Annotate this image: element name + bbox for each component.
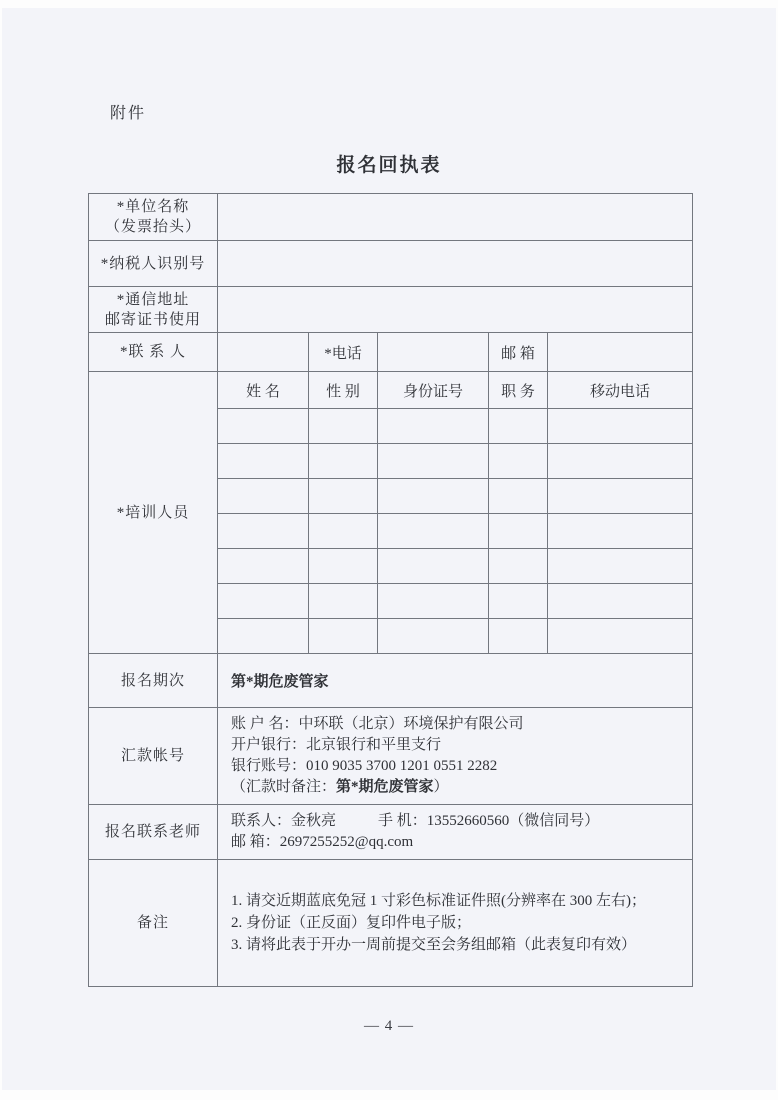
- remittance-account-number: 银行账号：010 9035 3700 1201 0551 2282: [231, 758, 498, 774]
- trainees-header-name: 姓 名: [218, 372, 309, 409]
- remittance-details: [218, 708, 693, 805]
- session-label: 报名期次: [89, 654, 218, 708]
- session-value: 第*期危废管家: [218, 654, 693, 708]
- remittance-bank: 开户银行：北京银行和平里支行: [231, 737, 442, 753]
- contact-phone-input-area: [378, 333, 489, 372]
- contact-label: *联 系 人: [89, 333, 218, 372]
- registration-contact-label: 报名联系老师: [89, 805, 218, 860]
- unit-name-label: *单位名称 （发票抬头）: [89, 194, 218, 241]
- contact-phone-label: *电话: [309, 333, 378, 372]
- trainees-header-id-number: 身份证号: [378, 372, 489, 409]
- trainees-header-row: [89, 372, 693, 409]
- remarks-item-1: 1. 请交近期蓝底免冠 1 寸彩色标准证件照(分辨率在 300 左右)；: [231, 893, 646, 909]
- contact-name-input-area: [218, 333, 309, 372]
- registration-form-table: [88, 193, 693, 987]
- page-number: — 4 —: [364, 1018, 414, 1034]
- attachment-label: 附件: [110, 105, 147, 122]
- contact-row: [89, 333, 693, 372]
- trainees-header-mobile: 移动电话: [548, 372, 693, 409]
- registration-contact-details: [218, 805, 693, 860]
- registration-contact-row: [89, 805, 693, 860]
- remittance-note: （汇款时备注：第*期危废管家）: [231, 779, 449, 795]
- address-label: *通信地址 邮寄证书使用: [89, 287, 218, 333]
- remarks-details: [218, 860, 693, 987]
- unit-name-row: [89, 194, 693, 241]
- registration-contact-line1: 联系人：金秋亮 手 机：13552660560（微信同号）: [231, 813, 600, 829]
- remarks-item-3: 3. 请将此表于开办一周前提交至会务组邮箱（此表复印有效）: [231, 937, 637, 953]
- taxpayer-id-input-area: [218, 241, 693, 287]
- taxpayer-id-label: *纳税人识别号: [89, 241, 218, 287]
- taxpayer-id-row: [89, 241, 693, 287]
- remittance-label: 汇款帐号: [89, 708, 218, 805]
- contact-email-input-area: [548, 333, 693, 372]
- address-row: [89, 287, 693, 333]
- trainees-header-gender: 性 别: [309, 372, 378, 409]
- contact-email-label: 邮 箱: [489, 333, 548, 372]
- remittance-row: [89, 708, 693, 805]
- page-title: 报名回执表: [336, 155, 442, 176]
- remarks-label: 备注: [89, 860, 218, 987]
- trainees-label: *培训人员: [89, 372, 218, 654]
- remittance-account-name: 账 户 名：中环联（北京）环境保护有限公司: [231, 716, 524, 732]
- remarks-item-2: 2. 身份证（正反面）复印件电子版；: [231, 915, 472, 931]
- registration-contact-email: 邮 箱：2697255252@qq.com: [231, 834, 414, 850]
- address-input-area: [218, 287, 693, 333]
- remarks-row: [89, 860, 693, 987]
- trainees-header-position: 职 务: [489, 372, 548, 409]
- session-row: [89, 654, 693, 708]
- unit-name-input-area: [218, 194, 693, 241]
